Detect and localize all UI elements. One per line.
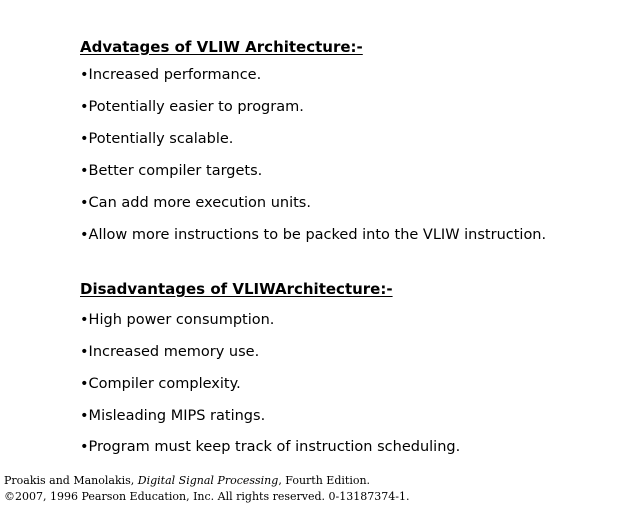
footer-book-title: Digital Signal Processing <box>137 474 279 487</box>
disadvantage-item: •Increased memory use. <box>80 344 260 360</box>
disadvantage-item: •Misleading MIPS ratings. <box>80 408 266 424</box>
advantage-item: •Better compiler targets. <box>80 163 263 179</box>
footer-suffix: , Fourth Edition. <box>278 474 371 487</box>
footer-citation <box>4 474 370 487</box>
advantage-item: •Increased performance. <box>80 67 262 83</box>
advantage-item: •Allow more instructions to be packed into the VLIW instruction. <box>80 227 547 243</box>
advantage-item: •Potentially easier to program. <box>80 99 304 115</box>
advantages-heading: Advatages of VLIW Architecture:- <box>80 38 363 56</box>
advantage-item: •Potentially scalable. <box>80 131 234 147</box>
footer-prefix: Proakis and Manolakis, <box>4 474 138 487</box>
disadvantage-item: •Compiler complexity. <box>80 376 241 392</box>
disadvantage-item: •Program must keep track of instruction scheduling. <box>80 439 461 455</box>
disadvantages-heading: Disadvantages of VLIWArchitecture:- <box>80 280 393 298</box>
footer-copyright: ©2007, 1996 Pearson Education, Inc. All rights reserved. 0-13187374-1. <box>4 490 410 503</box>
advantage-item: •Can add more execution units. <box>80 195 311 211</box>
disadvantage-item: •High power consumption. <box>80 312 275 328</box>
